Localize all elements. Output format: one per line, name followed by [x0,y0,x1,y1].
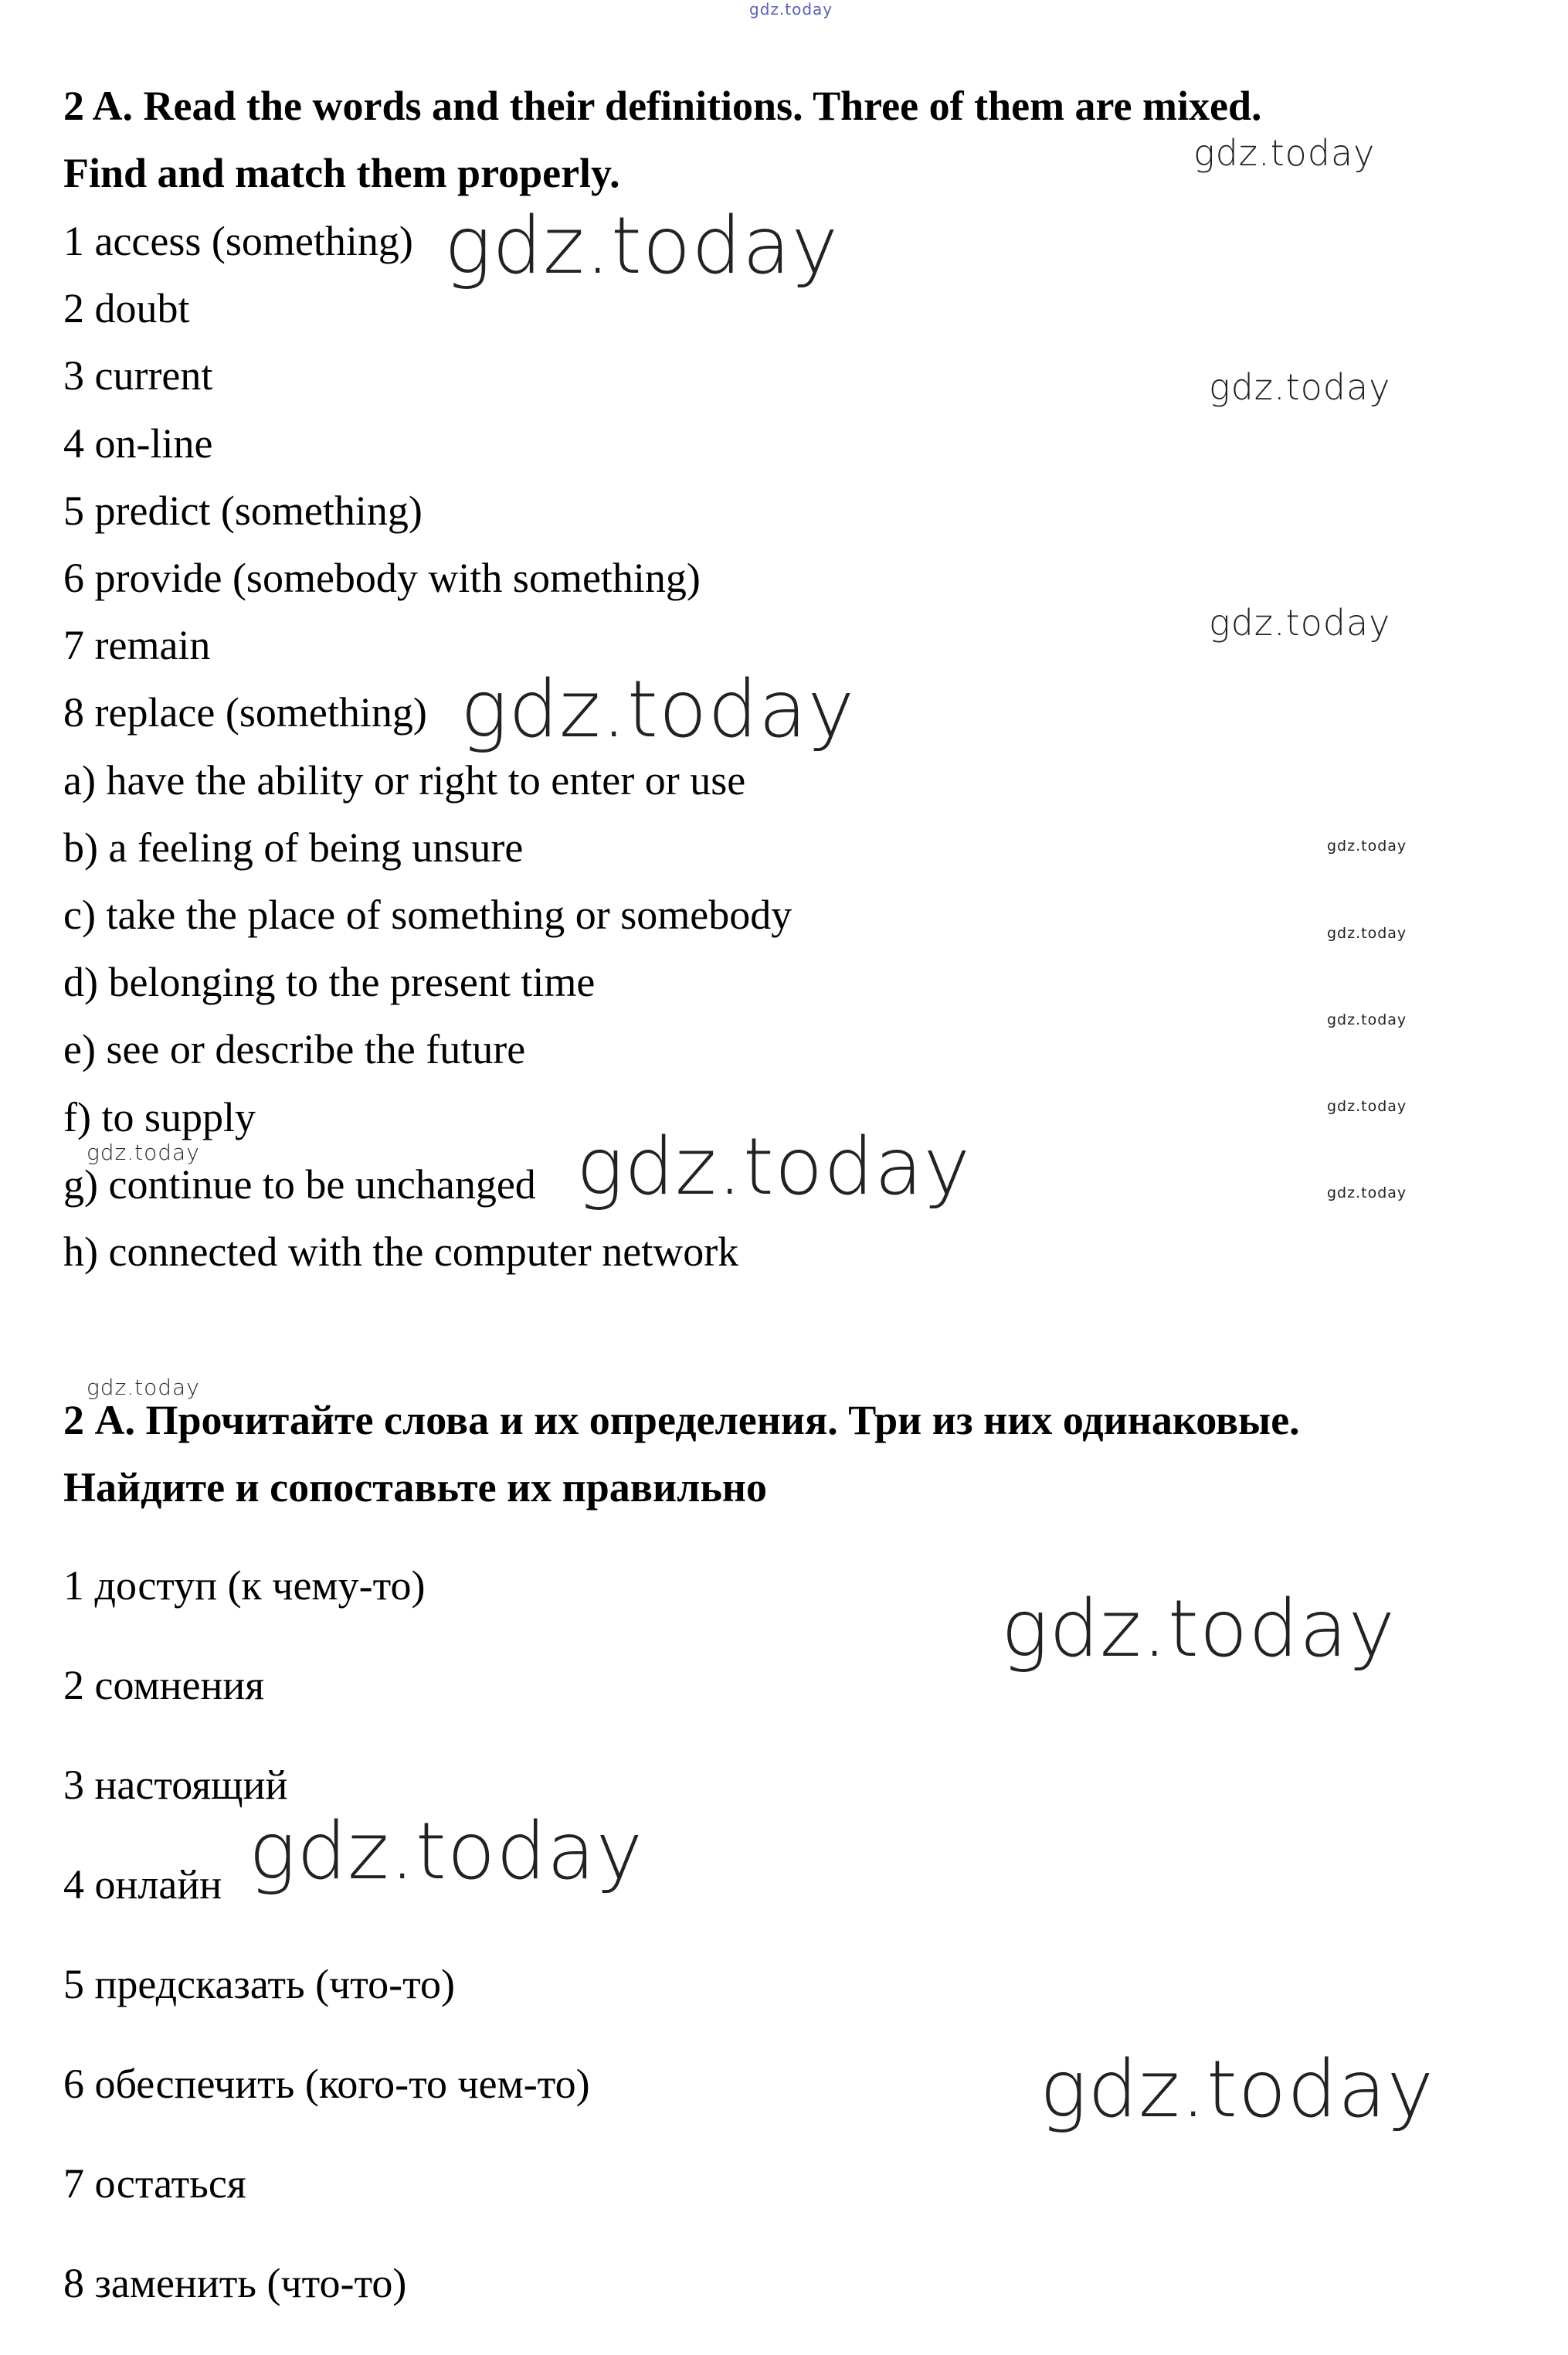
definition-item: a) have the ability or right to enter or use [63,757,746,804]
watermark-large: gdz.today [444,200,839,292]
watermark-small: gdz.today [1327,1184,1407,1201]
word-item: 7 остаться [63,2160,246,2207]
watermark: gdz.today [1193,132,1376,174]
word-item: 8 заменить (что-то) [63,2260,407,2306]
word-item: 1 доступ (к чему-то) [63,1562,426,1609]
exercise-heading: 2 А. Прочитайте слова и их определения. Три из них одинаковые. [63,1397,1300,1443]
word-item: 4 on-line [63,420,213,467]
definition-item: g) continue to be unchanged [63,1161,536,1208]
word-item: 1 access (something) [63,218,413,264]
watermark-small: gdz.today [1327,838,1407,855]
word-item: 5 predict (something) [63,488,423,534]
watermark-top: gdz.today [749,0,833,19]
word-item: 4 онлайн [63,1861,222,1908]
watermark-large: gdz.today [1001,1583,1396,1675]
watermark: gdz.today [87,1140,200,1165]
watermark-small: gdz.today [1327,1098,1407,1115]
watermark-large: gdz.today [460,664,855,756]
word-item: 3 настоящий [63,1762,288,1808]
word-item: 6 обеспечить (кого-то чем-то) [63,2061,590,2107]
definition-item: h) connected with the computer network [63,1228,739,1275]
word-item: 2 сомнения [63,1662,265,1708]
definition-item: f) to supply [63,1094,256,1140]
word-item: 3 current [63,352,213,399]
exercise-heading: 2 A. Read the words and their definitions. Three of them are mixed. [63,83,1262,129]
watermark-large: gdz.today [249,1806,643,1898]
word-item: 7 remain [63,622,211,668]
watermark-large: gdz.today [1040,2044,1434,2136]
exercise-heading: Find and match them properly. [63,150,620,196]
definition-item: b) a feeling of being unsure [63,824,524,871]
watermark-large: gdz.today [576,1121,971,1213]
word-item: 8 replace (something) [63,689,427,736]
watermark: gdz.today [87,1375,200,1400]
watermark-small: gdz.today [1327,1011,1407,1028]
watermark-small: gdz.today [1327,925,1407,942]
word-item: 2 doubt [63,285,190,331]
watermark: gdz.today [1209,602,1391,644]
word-item: 5 предсказать (что-то) [63,1961,455,2007]
definition-item: c) take the place of something or somebody [63,892,792,938]
definition-item: d) belonging to the present time [63,959,596,1005]
definition-item: e) see or describe the future [63,1026,526,1072]
word-item: 6 provide (somebody with something) [63,555,701,601]
exercise-heading: Найдите и сопоставьте их правильно [63,1464,768,1511]
watermark: gdz.today [1209,366,1391,408]
